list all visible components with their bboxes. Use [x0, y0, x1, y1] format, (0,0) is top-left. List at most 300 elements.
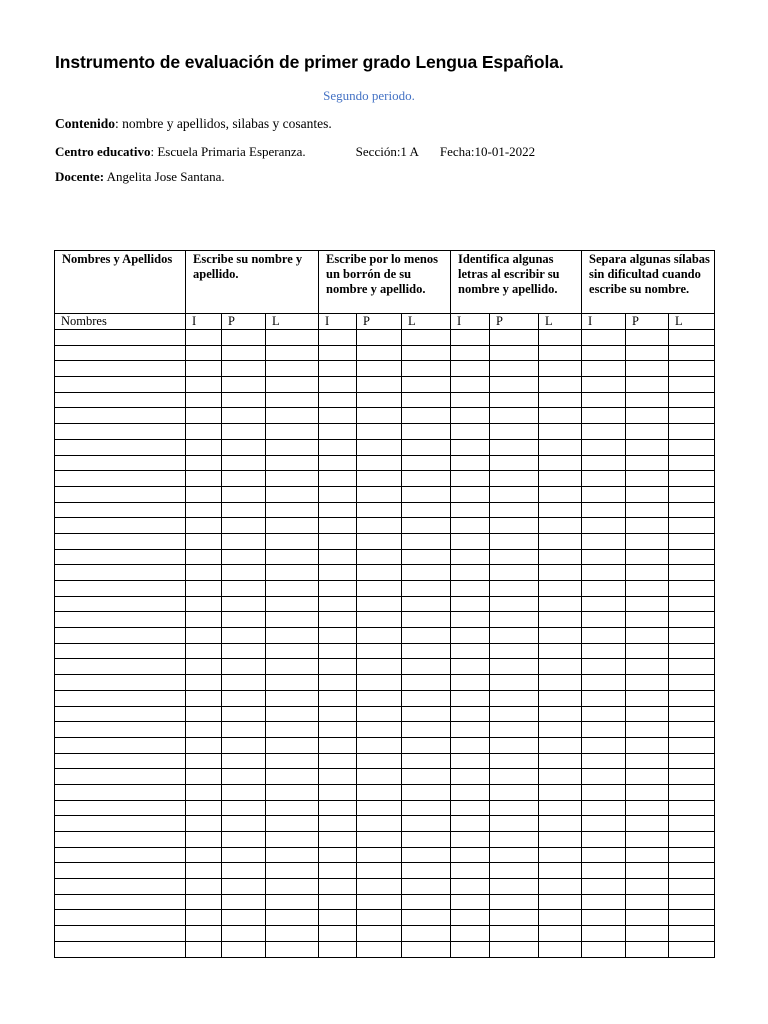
score-cell [266, 581, 319, 597]
score-cell [626, 926, 669, 942]
score-cell [582, 863, 626, 879]
name-cell [55, 424, 186, 440]
score-cell [319, 722, 357, 738]
score-cell [186, 690, 222, 706]
score-cell [451, 533, 490, 549]
score-cell [186, 502, 222, 518]
score-cell [357, 784, 402, 800]
score-cell [626, 894, 669, 910]
score-cell [451, 612, 490, 628]
score-cell [539, 722, 582, 738]
score-cell [319, 832, 357, 848]
header-identifica-letras: Identifica algunas letras al escribir su nombre y apellido. [451, 251, 582, 314]
table-row [55, 926, 715, 942]
score-cell [490, 486, 539, 502]
score-cell [357, 879, 402, 895]
score-cell [222, 753, 266, 769]
score-cell [582, 424, 626, 440]
score-cell [357, 424, 402, 440]
name-cell [55, 816, 186, 832]
score-cell [357, 737, 402, 753]
score-cell [490, 565, 539, 581]
score-cell [582, 706, 626, 722]
score-cell [319, 345, 357, 361]
score-cell [490, 643, 539, 659]
score-cell [319, 769, 357, 785]
score-cell [451, 753, 490, 769]
score-cell [451, 596, 490, 612]
score-cell [669, 659, 715, 675]
score-cell [319, 800, 357, 816]
score-cell [490, 424, 539, 440]
score-cell [357, 439, 402, 455]
score-cell [669, 345, 715, 361]
score-cell [539, 377, 582, 393]
score-cell [266, 863, 319, 879]
score-cell [490, 377, 539, 393]
score-cell [582, 502, 626, 518]
score-cell [490, 737, 539, 753]
score-cell [451, 675, 490, 691]
score-cell [186, 847, 222, 863]
score-cell [626, 910, 669, 926]
score-cell [539, 879, 582, 895]
score-cell [266, 377, 319, 393]
score-cell [451, 408, 490, 424]
score-cell [539, 612, 582, 628]
subheader-p: P [626, 314, 669, 330]
score-cell [626, 392, 669, 408]
score-cell [186, 659, 222, 675]
score-cell [222, 424, 266, 440]
score-cell [582, 345, 626, 361]
score-cell [669, 706, 715, 722]
score-cell [669, 502, 715, 518]
score-cell [222, 769, 266, 785]
score-cell [357, 549, 402, 565]
score-cell [451, 628, 490, 644]
score-cell [222, 549, 266, 565]
score-cell [626, 722, 669, 738]
score-cell [357, 753, 402, 769]
score-cell [319, 408, 357, 424]
score-cell [266, 910, 319, 926]
score-cell [451, 816, 490, 832]
score-cell [222, 706, 266, 722]
score-cell [186, 769, 222, 785]
score-cell [222, 502, 266, 518]
score-cell [357, 706, 402, 722]
score-cell [222, 926, 266, 942]
score-cell [319, 549, 357, 565]
contenido-label: Contenido [55, 116, 116, 131]
score-cell [451, 941, 490, 957]
subheader-nombres: Nombres [55, 314, 186, 330]
score-cell [451, 439, 490, 455]
table-row [55, 800, 715, 816]
score-cell [626, 596, 669, 612]
name-cell [55, 690, 186, 706]
score-cell [490, 784, 539, 800]
name-cell [55, 628, 186, 644]
score-cell [402, 753, 451, 769]
score-cell [451, 737, 490, 753]
score-cell [357, 832, 402, 848]
score-cell [402, 659, 451, 675]
score-cell [402, 330, 451, 346]
score-cell [539, 361, 582, 377]
table-row [55, 502, 715, 518]
score-cell [357, 926, 402, 942]
docente-line [55, 169, 225, 185]
score-cell [357, 690, 402, 706]
score-cell [266, 518, 319, 534]
score-cell [539, 675, 582, 691]
score-cell [451, 894, 490, 910]
name-cell [55, 345, 186, 361]
name-cell [55, 800, 186, 816]
score-cell [222, 675, 266, 691]
score-cell [222, 737, 266, 753]
score-cell [626, 879, 669, 895]
score-cell [582, 612, 626, 628]
score-cell [539, 737, 582, 753]
evaluation-table [54, 250, 715, 958]
score-cell [490, 628, 539, 644]
name-cell [55, 894, 186, 910]
score-cell [357, 345, 402, 361]
name-cell [55, 879, 186, 895]
name-cell [55, 392, 186, 408]
name-cell [55, 863, 186, 879]
score-cell [402, 502, 451, 518]
score-cell [582, 330, 626, 346]
name-cell [55, 581, 186, 597]
name-cell [55, 486, 186, 502]
score-cell [626, 486, 669, 502]
score-cell [626, 330, 669, 346]
score-cell [402, 926, 451, 942]
score-cell [539, 596, 582, 612]
score-cell [222, 596, 266, 612]
score-cell [266, 816, 319, 832]
score-cell [626, 345, 669, 361]
score-cell [186, 330, 222, 346]
score-cell [451, 847, 490, 863]
name-cell [55, 408, 186, 424]
score-cell [451, 455, 490, 471]
score-cell [626, 863, 669, 879]
score-cell [402, 879, 451, 895]
score-cell [222, 345, 266, 361]
score-cell [186, 455, 222, 471]
score-cell [222, 471, 266, 487]
score-cell [222, 910, 266, 926]
score-cell [669, 863, 715, 879]
score-cell [669, 581, 715, 597]
score-cell [539, 533, 582, 549]
score-cell [357, 486, 402, 502]
score-cell [266, 941, 319, 957]
score-cell [222, 408, 266, 424]
score-cell [490, 345, 539, 361]
score-cell [490, 596, 539, 612]
score-cell [451, 784, 490, 800]
score-cell [402, 361, 451, 377]
score-cell [582, 471, 626, 487]
score-cell [582, 675, 626, 691]
table-row [55, 612, 715, 628]
name-cell [55, 659, 186, 675]
score-cell [582, 722, 626, 738]
score-cell [357, 408, 402, 424]
score-cell [186, 879, 222, 895]
table-row [55, 910, 715, 926]
subheader-l: L [669, 314, 715, 330]
score-cell [319, 612, 357, 628]
score-cell [539, 471, 582, 487]
score-cell [626, 941, 669, 957]
score-cell [626, 769, 669, 785]
score-cell [490, 330, 539, 346]
score-cell [582, 800, 626, 816]
score-cell [222, 581, 266, 597]
score-cell [402, 910, 451, 926]
score-cell [626, 847, 669, 863]
score-cell [222, 392, 266, 408]
score-cell [539, 847, 582, 863]
score-cell [582, 549, 626, 565]
score-cell [539, 486, 582, 502]
score-cell [266, 784, 319, 800]
subheader-l: L [402, 314, 451, 330]
score-cell [357, 659, 402, 675]
score-cell [319, 847, 357, 863]
score-cell [582, 879, 626, 895]
score-cell [319, 486, 357, 502]
score-cell [669, 643, 715, 659]
score-cell [186, 628, 222, 644]
score-cell [669, 361, 715, 377]
name-cell [55, 502, 186, 518]
score-cell [490, 518, 539, 534]
score-cell [357, 377, 402, 393]
score-cell [626, 816, 669, 832]
score-cell [319, 439, 357, 455]
score-cell [582, 596, 626, 612]
score-cell [402, 832, 451, 848]
score-cell [451, 690, 490, 706]
score-cell [451, 424, 490, 440]
score-cell [490, 706, 539, 722]
score-cell [490, 612, 539, 628]
score-cell [357, 769, 402, 785]
name-cell [55, 643, 186, 659]
score-cell [266, 408, 319, 424]
score-cell [669, 753, 715, 769]
name-cell [55, 910, 186, 926]
table-row [55, 706, 715, 722]
score-cell [490, 816, 539, 832]
score-cell [582, 816, 626, 832]
score-cell [357, 581, 402, 597]
score-cell [402, 863, 451, 879]
score-cell [186, 926, 222, 942]
score-cell [357, 612, 402, 628]
score-cell [626, 408, 669, 424]
score-cell [539, 816, 582, 832]
score-cell [357, 596, 402, 612]
score-cell [402, 784, 451, 800]
table-row [55, 455, 715, 471]
score-cell [266, 675, 319, 691]
score-cell [490, 659, 539, 675]
subheader-l: L [539, 314, 582, 330]
score-cell [222, 455, 266, 471]
table-row [55, 769, 715, 785]
score-cell [539, 832, 582, 848]
score-cell [539, 769, 582, 785]
score-cell [402, 471, 451, 487]
score-cell [582, 769, 626, 785]
score-cell [582, 408, 626, 424]
header-nombres-apellidos: Nombres y Apellidos [55, 251, 186, 314]
table-row [55, 722, 715, 738]
score-cell [319, 596, 357, 612]
score-cell [626, 659, 669, 675]
score-cell [539, 910, 582, 926]
score-cell [266, 847, 319, 863]
score-cell [669, 894, 715, 910]
score-cell [266, 926, 319, 942]
name-cell [55, 549, 186, 565]
score-cell [222, 784, 266, 800]
score-cell [669, 424, 715, 440]
score-cell [582, 455, 626, 471]
score-cell [222, 518, 266, 534]
subheader-p: P [222, 314, 266, 330]
score-cell [319, 784, 357, 800]
score-cell [402, 675, 451, 691]
score-cell [186, 518, 222, 534]
score-cell [669, 722, 715, 738]
score-cell [539, 502, 582, 518]
name-cell [55, 675, 186, 691]
score-cell [669, 769, 715, 785]
score-cell [319, 894, 357, 910]
score-cell [402, 596, 451, 612]
table-row [55, 345, 715, 361]
score-cell [319, 737, 357, 753]
score-cell [222, 863, 266, 879]
score-cell [669, 392, 715, 408]
score-cell [490, 675, 539, 691]
name-cell [55, 706, 186, 722]
score-cell [490, 455, 539, 471]
score-cell [490, 800, 539, 816]
score-cell [669, 518, 715, 534]
score-cell [266, 643, 319, 659]
score-cell [319, 816, 357, 832]
score-cell [626, 502, 669, 518]
score-cell [319, 565, 357, 581]
score-cell [222, 941, 266, 957]
score-cell [582, 941, 626, 957]
name-cell [55, 596, 186, 612]
score-cell [539, 941, 582, 957]
score-cell [402, 941, 451, 957]
docente-value: Angelita Jose Santana. [104, 169, 225, 184]
score-cell [266, 722, 319, 738]
score-cell [357, 847, 402, 863]
name-cell [55, 737, 186, 753]
score-cell [669, 941, 715, 957]
score-cell [357, 502, 402, 518]
score-cell [451, 910, 490, 926]
score-cell [626, 518, 669, 534]
table-row [55, 847, 715, 863]
score-cell [319, 581, 357, 597]
score-cell [319, 392, 357, 408]
table-row [55, 628, 715, 644]
score-cell [266, 439, 319, 455]
score-cell [669, 486, 715, 502]
table-subheader-row [55, 314, 715, 330]
score-cell [451, 659, 490, 675]
score-cell [266, 737, 319, 753]
score-cell [186, 800, 222, 816]
score-cell [402, 345, 451, 361]
name-cell [55, 941, 186, 957]
score-cell [222, 879, 266, 895]
table-row [55, 832, 715, 848]
subheader-i: I [451, 314, 490, 330]
score-cell [319, 361, 357, 377]
score-cell [451, 832, 490, 848]
score-cell [669, 471, 715, 487]
score-cell [582, 894, 626, 910]
score-cell [266, 361, 319, 377]
table-header-row [55, 251, 715, 314]
contenido-value: : nombre y apellidos, silabas y cosantes. [115, 116, 332, 131]
score-cell [626, 832, 669, 848]
score-cell [490, 722, 539, 738]
score-cell [402, 377, 451, 393]
score-cell [186, 643, 222, 659]
score-cell [669, 612, 715, 628]
document-title: Instrumento de evaluación de primer grado Lengua Española. [55, 52, 564, 72]
table-row [55, 643, 715, 659]
score-cell [402, 486, 451, 502]
table-row [55, 486, 715, 502]
score-cell [222, 690, 266, 706]
score-cell [539, 518, 582, 534]
score-cell [539, 439, 582, 455]
score-cell [451, 565, 490, 581]
score-cell [357, 565, 402, 581]
score-cell [669, 628, 715, 644]
score-cell [451, 769, 490, 785]
subheader-i: I [186, 314, 222, 330]
score-cell [539, 330, 582, 346]
score-cell [451, 643, 490, 659]
score-cell [222, 816, 266, 832]
score-cell [451, 392, 490, 408]
score-cell [626, 784, 669, 800]
score-cell [186, 549, 222, 565]
seccion-value: Sección:1 A [355, 144, 419, 159]
score-cell [669, 408, 715, 424]
